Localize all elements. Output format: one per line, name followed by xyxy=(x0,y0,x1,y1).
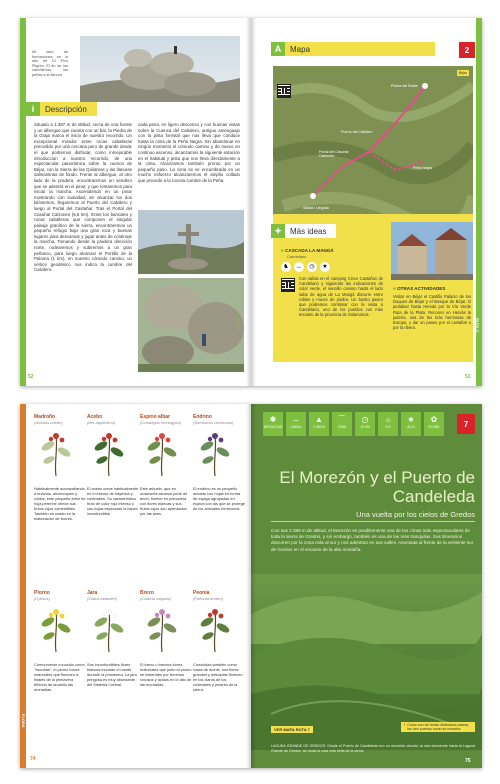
route-number-badge: 7 xyxy=(457,414,475,434)
plant-name: Brezo xyxy=(140,590,154,596)
plant-illustration xyxy=(140,604,184,654)
stat-icon: ★ xyxy=(407,415,415,424)
plant-name: Espino albar xyxy=(140,414,171,420)
plant-card xyxy=(193,590,245,768)
bottom-spread xyxy=(20,404,482,768)
page-edge-bar xyxy=(20,18,26,386)
route-stat-tile xyxy=(263,412,283,436)
stat-icon: ✿ xyxy=(430,415,438,424)
route-side-label: RUTA 2 xyxy=(475,318,480,332)
page-number: 75 xyxy=(465,758,471,764)
plant-card xyxy=(140,414,192,592)
route-stat-tile xyxy=(309,412,329,436)
plant-scientific-name: (Cistus ladanifer) xyxy=(87,596,118,601)
map-label-2: Puerto del Calvitero xyxy=(341,130,373,134)
plant-illustration xyxy=(193,604,237,654)
idea2-text: Visitar en Béjar el Castillo Palacio de los Duques de Béjar y el Bosque de Béjar. O pedalear hasta Hervás por la Vía Verde Ruta de la Plata. Recorrer en Hervás la judería, una de las más hermosas de Europa, y dar un paseo por el castañar o por la ribera. xyxy=(393,294,471,331)
plant-name: Acebo xyxy=(87,414,103,420)
top-spread xyxy=(20,18,482,386)
route-subtitle: Una vuelta por los cielos de Gredos xyxy=(271,510,475,522)
plant-illustration xyxy=(87,428,131,478)
stat-label: ALTA xyxy=(407,425,415,429)
section-title: Más ideas xyxy=(285,224,336,238)
stat-label: 6 H xyxy=(385,425,391,429)
section-header-mas-ideas xyxy=(271,224,336,238)
route-stat-tile xyxy=(424,412,444,436)
idea2-title-text: OTRAS ACTIVIDADES xyxy=(397,286,446,291)
route-side-label: RUTA 2 xyxy=(236,318,241,332)
plant-name: Piorno xyxy=(34,590,50,596)
plant-card xyxy=(34,414,86,592)
stat-label: CIMA xyxy=(338,425,346,429)
idea1-text: Con salida en el camping Cinco Castaños de Candelario y siguiendo las indicaciones de color verde, el sencillo camino hasta el lado sabe de agua de La Mangá discurre entre robles y mucre de piedra. Un bonito paseo que podremos combinar con la visita a Candelario, uno de los pueblos con más encanto de la provincia de Salamanca. xyxy=(299,276,383,318)
page-number: 52 xyxy=(28,374,34,380)
plant-illustration xyxy=(87,604,131,654)
spine-shadow xyxy=(246,404,256,768)
stat-label: 10 KM xyxy=(360,425,370,429)
bullet-icon: ■ xyxy=(393,286,398,291)
plant-description: Habitualmente acompañando a encinas, alcornoques y robles, este pequeño árbol de hoja perenne ofrece sus frutos rojos comestibles. También es usado en la elaboración de licores. xyxy=(34,486,86,521)
idea-icons-row xyxy=(281,262,330,272)
idea1-subtitle: Candelario xyxy=(287,254,307,259)
idea1-title-text: CASCADA LA MANGÁ xyxy=(285,248,334,253)
route-stat-tile xyxy=(355,412,375,436)
plant-scientific-name: (Sambucus racemosa) xyxy=(193,420,234,425)
plant-description: Este arbusto, que en ocasiones alcanza porte de árbol, florece en primavera con flores blancas y sus frutos rojos son apreciados por las aves. xyxy=(140,486,188,516)
plant-scientific-name: (Crataegus monogyna) xyxy=(140,420,181,425)
stat-label: LINEAL xyxy=(290,425,302,429)
plant-scientific-name: (Calluna vulgaris) xyxy=(140,596,172,601)
plant-name: Peonía xyxy=(193,590,210,596)
rock-formation-photo xyxy=(80,36,240,102)
route-number-badge: 2 xyxy=(459,42,475,58)
photo-note xyxy=(401,722,475,732)
plant-description: El acebo crece habitualmente en el interior de hayedos y robledales. Su característico fruto de color rojo intenso y sus hojas espinosas lo hacen inconfundible. xyxy=(87,486,139,516)
plant-card xyxy=(193,414,245,592)
map-label-1: Piedra del Roble xyxy=(391,84,418,88)
qr-code-icon[interactable] xyxy=(281,278,295,292)
route-stat-tile xyxy=(332,412,352,436)
qr-code-icon[interactable] xyxy=(277,84,291,98)
stat-icon: ✱ xyxy=(269,415,277,424)
section-header-descripcion xyxy=(26,102,97,116)
route-stat-tile xyxy=(286,412,306,436)
bullet-icon: ■ xyxy=(281,248,286,253)
plant-card xyxy=(87,414,139,592)
village-photo xyxy=(391,222,473,280)
idea2-title xyxy=(393,286,445,291)
plant-description: Comúnmente conocido como "escobas", el piorno forma matorrales que florecen a finales de la primavera tiñendo de amarillo las montañas. xyxy=(34,662,85,692)
stat-label: DIFICULTAD xyxy=(263,425,283,429)
plant-name: Madroño xyxy=(34,414,56,420)
page-left-74 xyxy=(20,404,251,768)
plant-illustration xyxy=(193,428,237,478)
route-stat-tile xyxy=(378,412,398,436)
difficulty-icon: ★ xyxy=(320,262,330,272)
info-icon: i xyxy=(26,102,40,116)
plant-scientific-name: (Arbutus unedo) xyxy=(34,420,63,425)
stat-icon: ↔ xyxy=(292,415,300,424)
plant-card xyxy=(34,590,86,768)
page-right-75 xyxy=(251,404,482,768)
lightbulb-icon: ✦ xyxy=(271,224,285,238)
hiking-icon: ♞ xyxy=(281,262,291,272)
page-number: 74 xyxy=(30,756,36,762)
stat-label: FLORA xyxy=(428,425,440,429)
photo-note-text: Cómo son de bonito disfrutaría pasear, los tres puertos como se muestra. xyxy=(407,723,470,731)
map-label-5: Peña Negra xyxy=(413,166,433,170)
plant-name: Endrino xyxy=(193,414,212,420)
plant-name: Jara xyxy=(87,590,98,596)
cross-photo xyxy=(138,210,244,274)
stat-icon: ▲ xyxy=(315,415,323,424)
route-map xyxy=(273,66,473,234)
body-text-col2: cada pena, en ligero descenso y con buenas vistas sobre la Cuenca del Cabalero, antiguo amenguajo con la pista forestal que nos lleva que conduce hasta la cima de la Peña Negra. Sin abandonar en ningún momento el cómodo camino y de nuevo en continuo ascenso, alcanzamos la siguiente estación en el habitual y pista que nos lleva directamente a la cima. Alcanzamos también pronto por un pequeño paso. La cima se ve encumbrada en un mucho esfuerzo alcanzaremos el amplio collado que precede a la rocosa cumbre de la Peña. xyxy=(138,122,240,183)
plant-card xyxy=(87,590,139,768)
section-title: Descripción xyxy=(40,102,97,116)
plant-description: El endrino es un pequeño arbusto con hojas en forma de espiga agrupadas en espiral con las que se protege de los animales herbívoros. xyxy=(193,486,245,511)
photo-caption: Mi lado de formaciones en lo alto de El Pico Pilgrim, El fin de las cancillerías, las peñas a la llanura xyxy=(32,50,68,77)
map-label-4: Salida / Llegada xyxy=(303,206,329,210)
page-right-53 xyxy=(251,18,482,386)
stat-icon: ◷ xyxy=(361,415,369,424)
plant-description: Sus inconfundibles flores blancas inundan el monte durante la primavera. La jara pringosa es muy abundante del Sistema Central. xyxy=(87,662,137,687)
spine-shadow xyxy=(246,18,256,386)
plant-scientific-name: (Paeonia broteri) xyxy=(193,596,223,601)
plant-description: El brezo o brecina forma matorrales que junto al piorno se extienden por terrenos rocosos y ácidos en lo alto de las montañas. xyxy=(140,662,192,687)
stat-label: 2.389 M xyxy=(313,425,325,429)
body-text-col1: Situado a 1.387 m de altitud, cerca de una fuente y un albergue que cuenta con un bar, la Piedra de la Graja marca el inicio de nuestro recorrido. Un excepcional mirador entre rocas caballeras precedido por una cercana pero de grande desde el que podremos disfrutar, como inmejorable introducción a nuestro recorrido, de una espectacular panorámica sobre la cuenca de Béjar, con la Sierra de las Quilamas y las llanuras salmantinas de fondo. Frente al albergue, al otro lado de la pradera, encontraremos un sendero que se adentra en el pinar, y que tomaremos para iniciar la marcha. Ascendiendo en un pinar mostrando con suavidad, sin alcanzar los dos kilómetros, llegaremos al Puerto del Calvitero y luego al Portal del Castañar. Tras el Portal del Casuhal Calzones (6,5 km). Entre los bancales y rocas caballeras que componen el singular paisaje granítico de la sierra, encontraremos un pequeño refugio bajo una gran roca y buenas lugares para descansar y jugar antes de continuar la marcha. Tomando desde la pradera dirección norte, rodearemos y subiremos a un gran peñasco, para luego alcanzar el Portillo de la Paloma (1 km), en nuestro cómodo camino, un vértice geodésico nos indica la cumbre del Calvitero. xyxy=(34,122,132,273)
route-stat-tile xyxy=(401,412,421,436)
plant-scientific-name: (Cytisus) xyxy=(34,596,50,601)
map-icon: A xyxy=(271,42,285,56)
map-label-3: Portal del Casuhal Calzones xyxy=(319,150,349,158)
idea1-title xyxy=(281,248,334,253)
route-intro: Con sus 2.389 m de altitud, el Morezón es posiblemente una de las cimas más espectaculares de toda la sierra de Gredos, y sin embargo, también es una de las más tranquilas. Sus itinerarios discurren por la zona más al sur y nos adentran en sus valles. Asomada al frente de la vertiente sur de Gredos en el encanto de la alta montaña. xyxy=(271,528,474,552)
section-header-mapa xyxy=(271,42,435,56)
plant-illustration xyxy=(34,428,78,478)
stat-icon: ☼ xyxy=(384,415,392,424)
distance-icon: ↔ xyxy=(296,264,302,270)
plant-illustration xyxy=(34,604,78,654)
plant-description: Conocidas también como rosas de monte, sus flores grandes y delicadas florecen en los claros de los robledales y pinares de la sierra. xyxy=(193,662,243,692)
page-number: 53 xyxy=(465,374,471,380)
route-title: El Morezón y el Puerto de Candeleda xyxy=(279,468,475,506)
section-title: Mapa xyxy=(285,42,435,56)
warning-icon: ! xyxy=(404,723,406,727)
plant-illustration xyxy=(140,428,184,478)
page-left-52 xyxy=(20,18,251,386)
boulders-photo xyxy=(138,278,244,372)
flora-side-label: FLORA xyxy=(21,714,26,728)
plant-scientific-name: (Ilex aquifolium) xyxy=(87,420,116,425)
time-icon: ◷ xyxy=(307,262,317,272)
see-map-tag[interactable]: VER MAPA RUTA 7 xyxy=(271,726,313,733)
map-tag: Béjar xyxy=(458,71,467,75)
photo-footer-caption: LAGUNA GRANDE DE GREDOS. Desde el Puerto de Candeleda con un recorrido circular, la ruta desciende hasta la Laguna Grande de Gredos, sin duda la cara más bella de la sierra. xyxy=(271,744,475,753)
stat-icon: ⌒ xyxy=(338,415,346,424)
plant-card xyxy=(140,590,192,768)
